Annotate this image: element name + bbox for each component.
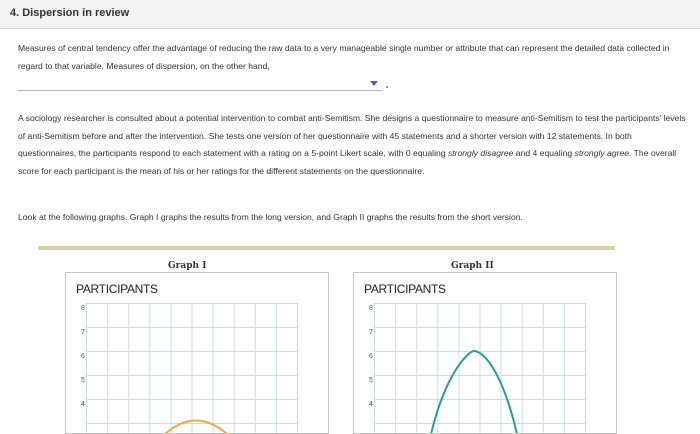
scenario-text-3: . The overall score for each participant is the mean of his or her ratings for the different statements on the questionnaire.: [18, 148, 677, 176]
section-divider: [38, 246, 615, 250]
graph-1-ytick: 8: [81, 305, 85, 312]
graph-1-ytick: 6: [81, 353, 85, 360]
graph-2-ytick: 8: [369, 305, 373, 312]
trailing-period: [386, 86, 388, 88]
graph-2-ytick: 7: [369, 329, 373, 336]
scenario-paragraph: [18, 110, 688, 180]
graph-1-ytick: 4: [81, 401, 85, 408]
graph-1-grid: [86, 303, 298, 433]
graph-1-curve[interactable]: [156, 421, 236, 434]
graph-1-ytick: 5: [81, 377, 85, 384]
graph-2-ytick: 4: [369, 401, 373, 408]
graph-2-plot-area[interactable]: [374, 303, 586, 433]
scenario-text-2: and 4 equaling: [513, 148, 575, 158]
graph-2-title: Graph II: [451, 261, 494, 271]
graph-1-plot-area[interactable]: [86, 303, 298, 433]
instruction-paragraph: Look at the following graphs. Graph I graphs the results from the long version, and Graph II graphs the results from the short version.: [18, 212, 523, 222]
graph-2-ylabel: PARTICIPANTS: [364, 282, 446, 296]
graph-2-curve[interactable]: [429, 351, 519, 433]
graph-2-panel[interactable]: [353, 272, 617, 434]
graph-2-ytick: 5: [369, 377, 373, 384]
question-title: 4. Dispersion in review: [10, 7, 130, 19]
chevron-down-icon[interactable]: [370, 81, 378, 86]
question-header: [0, 0, 700, 29]
graph-2-grid: [374, 303, 586, 433]
graph-1-panel[interactable]: [65, 272, 329, 434]
intro-paragraph: Measures of central tendency offer the advantage of reducing the raw data to a very manageable single number or attribute that can represent the detailed data collected in regard to that variable. Measures of dispersion, on the other hand,: [18, 43, 670, 71]
scenario-em-strongly-agree: strongly agree: [574, 148, 630, 158]
scenario-text-1: A sociology researcher is consulted about a potential intervention to combat anti-Semitism. She designs a questionnaire to measure anti-Semitism to test the participants' levels of anti-Semitism before and after the intervention. She tests one version of her questionnaire with 45 statements and a shorter version with 12 statements. In both questionnaires, the participants respond to each statement with a rating on a 5-point Likert scale, with 0 equaling: [18, 113, 686, 158]
graph-2-ytick: 6: [369, 353, 373, 360]
graph-1-ytick: 7: [81, 329, 85, 336]
graph-1-title: Graph I: [168, 261, 207, 271]
scenario-em-strongly-disagree: strongly disagree: [447, 148, 514, 158]
graph-1-ylabel: PARTICIPANTS: [76, 282, 158, 296]
answer-dropdown[interactable]: [18, 77, 382, 91]
